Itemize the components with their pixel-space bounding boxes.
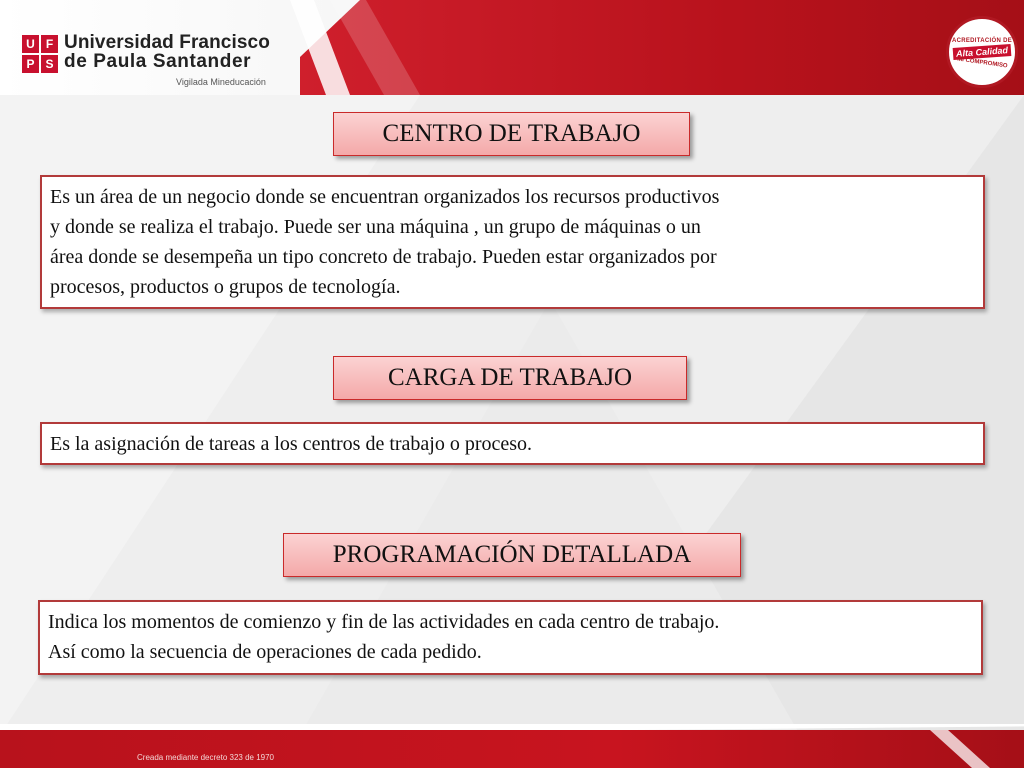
university-subtitle: Vigilada Mineducación bbox=[176, 77, 266, 87]
text-line: procesos, productos o grupos de tecnología. bbox=[50, 276, 401, 298]
seal-top-text: ACREDITACIÓN DE bbox=[951, 38, 1013, 44]
section-text-carga bbox=[40, 422, 985, 465]
logo-letter: P bbox=[22, 55, 39, 73]
accreditation-seal bbox=[946, 16, 1018, 88]
section-text-centro bbox=[40, 175, 985, 309]
university-name-line2: de Paula Santander bbox=[64, 51, 252, 73]
footer-text: Creada mediante decreto 323 de 1970 bbox=[137, 753, 274, 762]
university-name bbox=[64, 33, 270, 72]
text-line: Es un área de un negocio donde se encuentran organizados los recursos productivos bbox=[50, 186, 720, 208]
section-text-programacion bbox=[38, 600, 983, 675]
footer-band bbox=[0, 730, 1024, 768]
seal-middle-text: Alta Calidad bbox=[953, 44, 1012, 60]
logo-letter: U bbox=[22, 35, 39, 53]
seal-bottom-text: MI COMPROMISO bbox=[956, 56, 1008, 70]
ufps-logo-icon bbox=[22, 35, 58, 73]
text-line: Indica los momentos de comienzo y fin de las actividades en cada centro de trabajo. bbox=[48, 611, 720, 633]
text-line: Es la asignación de tareas a los centros de trabajo o proceso. bbox=[50, 433, 533, 455]
section-title-programacion: PROGRAMACIÓN DETALLADA bbox=[283, 533, 741, 577]
text-line: área donde se desempeña un tipo concreto de trabajo. Pueden estar organizados por bbox=[50, 246, 717, 268]
logo-letter: S bbox=[41, 55, 58, 73]
section-title-carga: CARGA DE TRABAJO bbox=[333, 356, 687, 400]
university-name-line1: Universidad Francisco bbox=[64, 32, 270, 53]
text-line: y donde se realiza el trabajo. Puede ser una máquina , un grupo de máquinas o un bbox=[50, 216, 701, 238]
section-title-centro: CENTRO DE TRABAJO bbox=[333, 112, 690, 156]
logo-letter: F bbox=[41, 35, 58, 53]
text-line: Así como la secuencia de operaciones de cada pedido. bbox=[48, 641, 482, 663]
